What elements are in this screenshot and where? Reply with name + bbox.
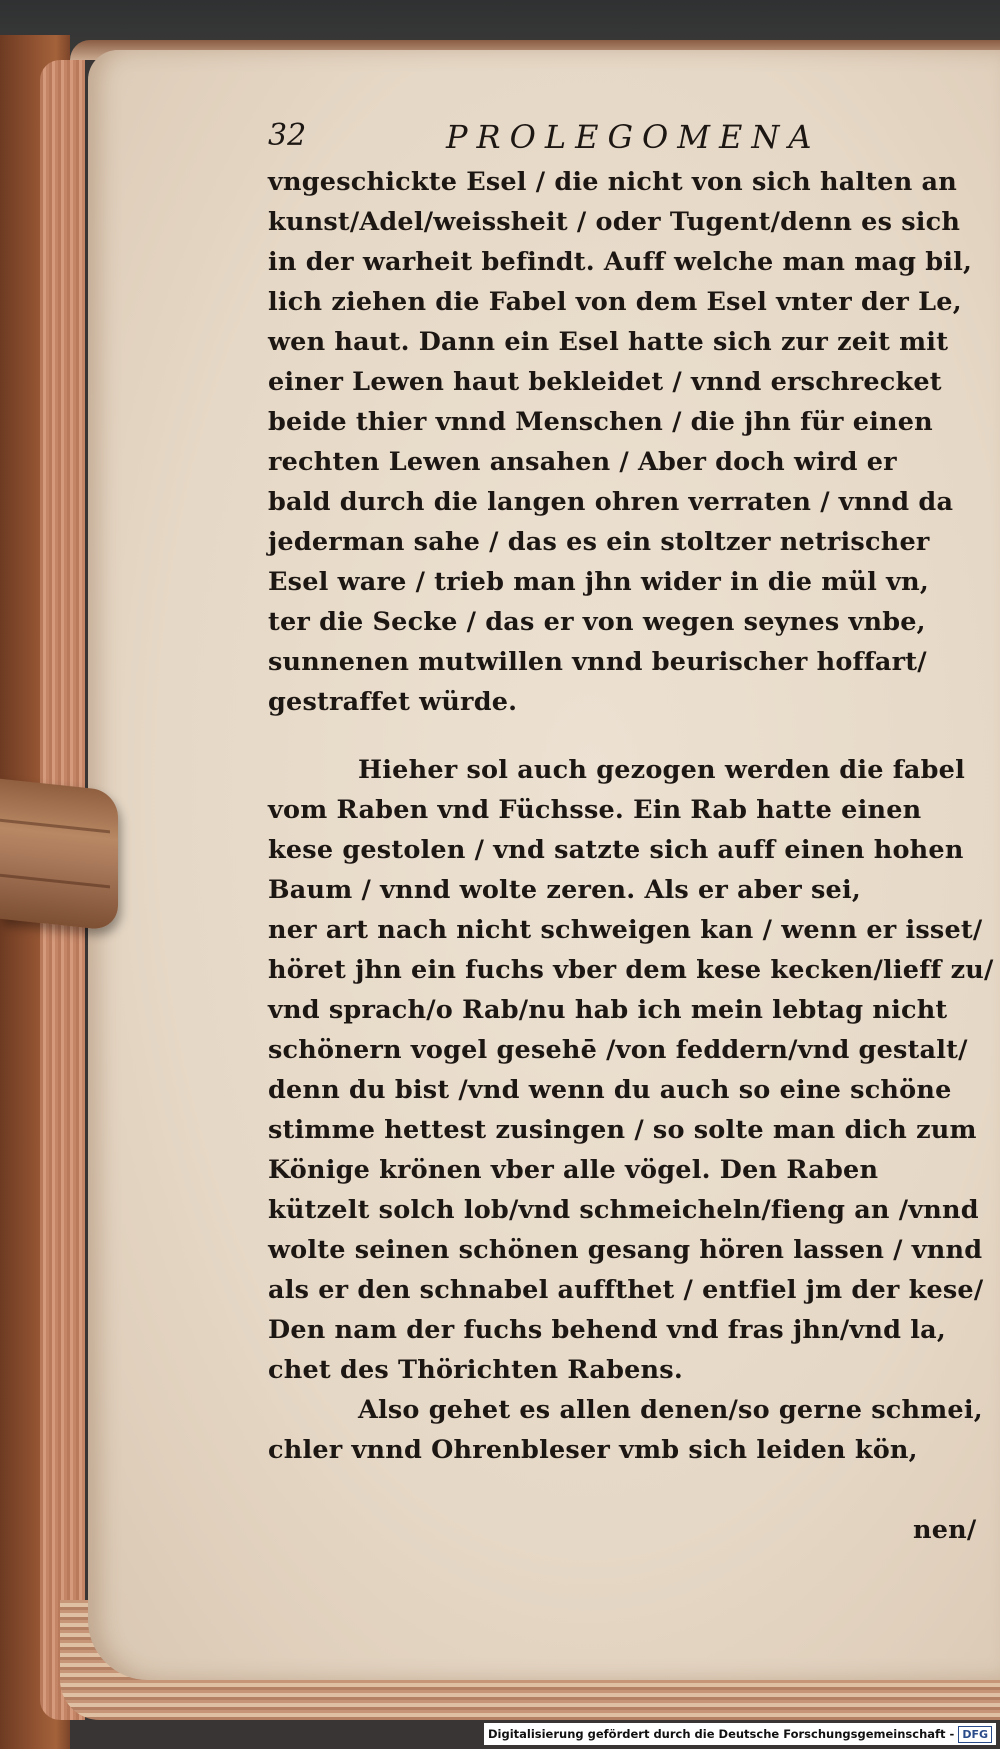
text-line: wen haut. Dann ein Esel hatte sich zur zeit mit: [268, 327, 949, 357]
text-line: kunst/Adel/weissheit / oder Tugent/denn es sich: [268, 207, 961, 237]
dfg-logo: DFG: [958, 1726, 992, 1743]
text-line: ter die Secke / das er von wegen seynes vnbe,: [268, 607, 926, 637]
text-line: chler vnnd Ohrenbleser vmb sich leiden kön,: [268, 1435, 918, 1465]
digitization-credit: [484, 1723, 996, 1745]
text-line: stimme hettest zusingen / so solte man dich zum: [268, 1115, 977, 1145]
text-line: wolte seinen schönen gesang hören lassen / vnnd: [268, 1235, 983, 1265]
credit-text: Digitalisierung gefördert durch die Deutsche Forschungsgemeinschaft -: [487, 1727, 955, 1741]
text-line: Esel ware / trieb man jhn wider in die mül vn,: [268, 567, 929, 597]
text-line: Könige krönen vber alle vögel. Den Raben: [268, 1155, 879, 1185]
text-line: vngeschickte Esel / die nicht von sich halten an: [268, 167, 957, 197]
text-line: höret jhn ein fuchs vber dem kese kecken/lieff zu/: [268, 955, 994, 985]
text-line: gestraffet würde.: [268, 687, 518, 717]
text-line: einer Lewen haut bekleidet / vnnd erschrecket: [268, 367, 942, 397]
text-line: rechten Lewen ansahen / Aber doch wird er: [268, 447, 897, 477]
paragraph-start-line: Hieher sol auch gezogen werden die fabel: [358, 755, 965, 785]
text-line: in der warheit befindt. Auff welche man mag bil,: [268, 247, 973, 277]
text-line: jederman sahe / das es ein stoltzer netrischer: [268, 527, 930, 557]
text-line: Baum / vnnd wolte zeren. Als er aber sei,: [268, 875, 861, 905]
text-line: kese gestolen / vnd satzte sich auff einen hohen: [268, 835, 964, 865]
paragraph-start-line: Also gehet es allen denen/so gerne schmei,: [358, 1395, 983, 1425]
text-line: als er den schnabel auffthet / entfiel jm der kese/: [268, 1275, 984, 1305]
clasp-crease: [0, 874, 110, 889]
text-line: bald durch die langen ohren verraten / vnnd da: [268, 487, 954, 517]
text-line: kützelt solch lob/vnd schmeicheln/fieng an /vnnd: [268, 1195, 979, 1225]
text-line: ner art nach nicht schweigen kan / wenn er isset/: [268, 915, 983, 945]
text-line: denn du bist /vnd wenn du auch so eine schöne: [268, 1075, 952, 1105]
running-title: PROLEGOMENA: [446, 118, 821, 156]
text-line: vnd sprach/o Rab/nu hab ich mein lebtag nicht: [268, 995, 948, 1025]
text-line: Den nam der fuchs behend vnd fras jhn/vnd la,: [268, 1315, 946, 1345]
text-line: schönern vogel gesehē /von feddern/vnd gestalt/: [268, 1035, 968, 1065]
text-line: lich ziehen die Fabel von dem Esel vnter der Le,: [268, 287, 962, 317]
catchword: nen/: [913, 1515, 977, 1545]
text-line: chet des Thörichten Rabens.: [268, 1355, 683, 1385]
text-line: sunnenen mutwillen vnnd beurischer hoffart/: [268, 647, 927, 677]
text-line: beide thier vnnd Menschen / die jhn für einen: [268, 407, 933, 437]
clasp-crease: [0, 819, 110, 834]
text-line: vom Raben vnd Füchsse. Ein Rab hatte einen: [268, 795, 922, 825]
page-header: [268, 118, 868, 162]
page-number: 32: [268, 118, 307, 153]
leather-clasp: [0, 779, 118, 931]
